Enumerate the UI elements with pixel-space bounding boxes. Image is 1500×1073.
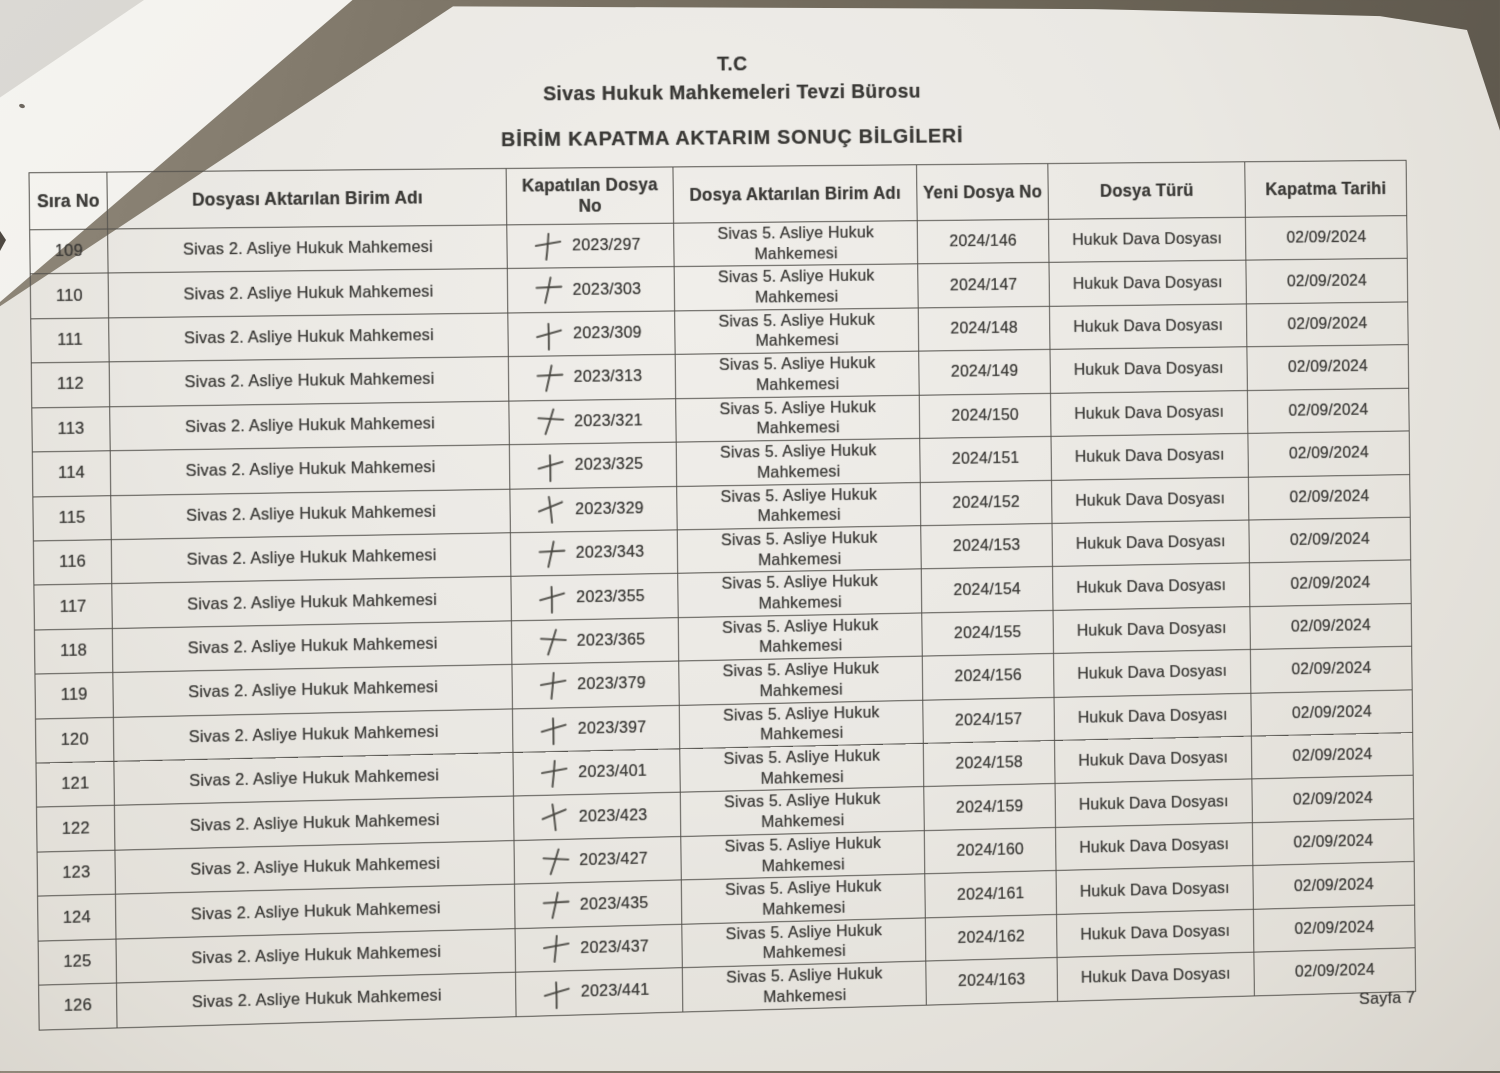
sira-no-cell: 126 xyxy=(39,983,117,1030)
source-unit-cell: Sivas 2. Asliye Hukuk Mahkemesi xyxy=(115,884,515,938)
close-date-cell: 02/09/2024 xyxy=(1251,689,1413,736)
new-file-no-cell: 2024/146 xyxy=(917,219,1049,264)
closed-file-no-cell xyxy=(510,530,677,577)
header-file-type: Dosya Türü xyxy=(1048,162,1246,220)
close-date-cell: 02/09/2024 xyxy=(1253,905,1415,952)
file-type-cell: Hukuk Dava Dosyası xyxy=(1056,823,1253,871)
closed-file-no-text: 2023/313 xyxy=(573,367,643,387)
source-unit-cell: Sivas 2. Asliye Hukuk Mahkemesi xyxy=(114,753,514,806)
target-unit-text: Sivas 5. Asliye Hukuk Mahkemesi xyxy=(718,310,876,351)
closed-file-no-cell xyxy=(509,398,676,444)
source-unit-cell: Sivas 2. Asliye Hukuk Mahkemesi xyxy=(111,533,511,584)
target-unit-cell xyxy=(679,700,923,749)
new-file-no-cell: 2024/149 xyxy=(919,350,1051,395)
target-unit-text: Sivas 5. Asliye Hukuk Mahkemesi xyxy=(725,921,883,963)
target-unit-text: Sivas 5. Asliye Hukuk Mahkemesi xyxy=(722,703,880,744)
file-type-cell: Hukuk Dava Dosyası xyxy=(1053,563,1250,610)
close-date-cell: 02/09/2024 xyxy=(1245,216,1407,261)
source-unit-cell: Sivas 2. Asliye Hukuk Mahkemesi xyxy=(112,577,512,629)
closed-file-no-cell xyxy=(507,267,674,313)
closed-file-no-text: 2023/329 xyxy=(575,499,644,519)
target-unit-text: Sivas 5. Asliye Hukuk Mahkemesi xyxy=(717,267,875,307)
sira-no-cell: 116 xyxy=(33,540,111,586)
close-date-cell: 02/09/2024 xyxy=(1250,603,1412,649)
new-file-no-cell: 2024/160 xyxy=(924,827,1056,874)
closed-file-no-text: 2023/423 xyxy=(578,805,648,826)
transfer-results-table xyxy=(28,160,1416,1030)
closed-file-no-text: 2023/365 xyxy=(576,630,646,650)
header-closed-file-no: Kapatılan Dosya No xyxy=(506,167,673,225)
header-target-unit: Dosya Aktarılan Birim Adı xyxy=(673,165,917,223)
close-date-cell: 02/09/2024 xyxy=(1251,733,1413,780)
file-type-cell: Hukuk Dava Dosyası xyxy=(1054,650,1251,697)
close-date-cell: 02/09/2024 xyxy=(1252,776,1414,823)
sira-no-cell: 111 xyxy=(31,318,109,363)
closed-file-no-text: 2023/297 xyxy=(571,236,641,255)
target-unit-cell xyxy=(681,874,925,924)
source-unit-cell: Sivas 2. Asliye Hukuk Mahkemesi xyxy=(109,357,509,407)
file-type-cell: Hukuk Dava Dosyası xyxy=(1052,477,1249,524)
target-unit-text: Sivas 5. Asliye Hukuk Mahkemesi xyxy=(721,616,879,657)
sira-no-cell: 109 xyxy=(30,229,108,274)
sira-no-cell: 123 xyxy=(37,850,115,896)
handwritten-check-icon xyxy=(532,274,564,307)
close-date-cell: 02/09/2024 xyxy=(1246,302,1408,347)
target-unit-cell xyxy=(681,831,925,881)
sira-no-cell: 119 xyxy=(35,673,113,719)
target-unit-text: Sivas 5. Asliye Hukuk Mahkemesi xyxy=(719,441,877,482)
file-type-cell: Hukuk Dava Dosyası xyxy=(1056,866,1253,914)
target-unit-cell xyxy=(675,308,919,355)
closed-file-no-cell xyxy=(512,661,679,708)
target-unit-cell xyxy=(680,787,924,836)
target-unit-text: Sivas 5. Asliye Hukuk Mahkemesi xyxy=(723,746,881,788)
close-date-cell: 02/09/2024 xyxy=(1246,259,1408,304)
handwritten-check-icon xyxy=(538,671,568,701)
document-header xyxy=(0,49,1445,157)
sira-no-cell: 114 xyxy=(32,451,110,497)
table-body xyxy=(30,216,1416,1030)
closed-file-no-text: 2023/303 xyxy=(572,279,642,299)
closed-file-no-text: 2023/437 xyxy=(580,937,650,958)
target-unit-cell xyxy=(674,221,918,267)
sira-no-cell: 125 xyxy=(38,939,116,985)
file-type-cell: Hukuk Dava Dosyası xyxy=(1048,217,1245,262)
file-type-cell: Hukuk Dava Dosyası xyxy=(1052,520,1249,567)
closed-file-no-text: 2023/325 xyxy=(574,455,644,475)
handwritten-check-icon xyxy=(533,362,565,395)
target-unit-cell xyxy=(676,438,920,486)
sira-no-cell: 120 xyxy=(35,717,113,763)
source-unit-cell: Sivas 2. Asliye Hukuk Mahkemesi xyxy=(108,225,508,273)
closed-file-no-text: 2023/397 xyxy=(577,718,647,738)
target-unit-text: Sivas 5. Asliye Hukuk Mahkemesi xyxy=(726,964,883,1007)
file-type-cell: Hukuk Dava Dosyası xyxy=(1053,606,1250,653)
target-unit-cell xyxy=(675,351,919,398)
page-number: Sayfa 7 xyxy=(1358,988,1416,1009)
closed-file-no-cell xyxy=(514,836,681,884)
close-date-cell: 02/09/2024 xyxy=(1254,948,1416,996)
file-type-cell: Hukuk Dava Dosyası xyxy=(1054,693,1251,741)
target-unit-cell xyxy=(674,264,918,311)
handwritten-check-icon xyxy=(533,320,566,353)
closed-file-no-text: 2023/435 xyxy=(579,893,649,914)
handwritten-check-icon xyxy=(539,758,569,788)
header-close-date: Kapatma Tarihi xyxy=(1245,160,1407,217)
sira-no-cell: 113 xyxy=(32,406,110,452)
file-type-cell: Hukuk Dava Dosyası xyxy=(1055,736,1252,784)
target-unit-cell xyxy=(678,613,922,661)
new-file-no-cell: 2024/155 xyxy=(922,610,1054,656)
closed-file-no-text: 2023/321 xyxy=(574,411,643,431)
source-unit-cell: Sivas 2. Asliye Hukuk Mahkemesi xyxy=(117,972,517,1027)
sira-no-cell: 118 xyxy=(34,628,112,674)
target-unit-text: Sivas 5. Asliye Hukuk Mahkemesi xyxy=(719,398,877,438)
target-unit-cell xyxy=(677,482,921,530)
close-date-cell: 02/09/2024 xyxy=(1249,560,1411,606)
handwritten-check-icon xyxy=(537,800,572,836)
new-file-no-cell: 2024/154 xyxy=(921,567,1053,613)
new-file-no-cell: 2024/153 xyxy=(921,523,1053,569)
source-unit-cell: Sivas 2. Asliye Hukuk Mahkemesi xyxy=(110,401,510,451)
new-file-no-cell: 2024/158 xyxy=(923,741,1055,787)
source-unit-cell: Sivas 2. Asliye Hukuk Mahkemesi xyxy=(112,621,512,673)
handwritten-check-icon xyxy=(533,231,563,261)
close-date-cell: 02/09/2024 xyxy=(1248,431,1410,477)
new-file-no-cell: 2024/162 xyxy=(925,914,1057,961)
close-date-cell: 02/09/2024 xyxy=(1253,862,1415,909)
sira-no-cell: 124 xyxy=(38,894,116,940)
close-date-cell: 02/09/2024 xyxy=(1247,345,1409,390)
source-unit-cell: Sivas 2. Asliye Hukuk Mahkemesi xyxy=(114,797,514,851)
closed-file-no-cell xyxy=(507,223,674,269)
new-file-no-cell: 2024/151 xyxy=(920,436,1052,482)
file-type-cell: Hukuk Dava Dosyası xyxy=(1049,304,1246,350)
handwritten-check-icon xyxy=(537,844,572,879)
handwritten-check-icon xyxy=(537,715,570,748)
handwritten-check-icon xyxy=(541,934,571,964)
source-unit-cell: Sivas 2. Asliye Hukuk Mahkemesi xyxy=(113,709,513,762)
new-file-no-cell: 2024/159 xyxy=(924,784,1056,831)
handwritten-check-icon xyxy=(534,452,567,485)
source-unit-cell: Sivas 2. Asliye Hukuk Mahkemesi xyxy=(113,665,513,717)
source-unit-cell: Sivas 2. Asliye Hukuk Mahkemesi xyxy=(116,928,516,983)
source-unit-cell: Sivas 2. Asliye Hukuk Mahkemesi xyxy=(115,840,515,894)
file-type-cell: Hukuk Dava Dosyası xyxy=(1057,952,1254,1001)
closed-file-no-text: 2023/379 xyxy=(577,674,646,694)
source-unit-cell: Sivas 2. Asliye Hukuk Mahkemesi xyxy=(109,313,509,362)
closed-file-no-text: 2023/355 xyxy=(576,586,645,606)
new-file-no-cell: 2024/148 xyxy=(918,306,1050,351)
file-type-cell: Hukuk Dava Dosyası xyxy=(1055,779,1252,827)
closed-file-no-text: 2023/427 xyxy=(579,849,648,870)
closed-file-no-text: 2023/309 xyxy=(572,323,642,343)
file-type-cell: Hukuk Dava Dosyası xyxy=(1049,261,1246,307)
target-unit-cell xyxy=(678,569,922,617)
handwritten-check-icon xyxy=(535,624,570,659)
closed-file-no-text: 2023/401 xyxy=(578,762,647,782)
office-title: Sivas Hukuk Mahkemeleri Tevzi Bürosu xyxy=(542,80,921,106)
closed-file-no-cell xyxy=(515,924,682,972)
file-type-cell: Hukuk Dava Dosyası xyxy=(1051,433,1248,479)
close-date-cell: 02/09/2024 xyxy=(1252,819,1414,866)
file-type-cell: Hukuk Dava Dosyası xyxy=(1050,390,1247,436)
target-unit-text: Sivas 5. Asliye Hukuk Mahkemesi xyxy=(717,223,875,263)
handwritten-check-icon xyxy=(540,979,573,1012)
handwritten-check-icon xyxy=(539,889,571,921)
target-unit-text: Sivas 5. Asliye Hukuk Mahkemesi xyxy=(720,528,878,569)
header-sira-no: Sıra No xyxy=(29,172,108,230)
sira-no-cell: 112 xyxy=(31,362,109,407)
target-unit-cell xyxy=(679,656,923,705)
sira-no-cell: 117 xyxy=(34,584,112,630)
closed-file-no-cell xyxy=(510,486,677,533)
target-unit-cell xyxy=(677,526,921,574)
file-type-cell: Hukuk Dava Dosyası xyxy=(1050,347,1247,393)
handwritten-check-icon xyxy=(535,538,567,571)
close-date-cell: 02/09/2024 xyxy=(1248,474,1410,520)
closed-file-no-cell xyxy=(509,442,676,489)
target-unit-text: Sivas 5. Asliye Hukuk Mahkemesi xyxy=(725,877,882,919)
new-file-no-cell: 2024/161 xyxy=(925,871,1057,918)
file-type-cell: Hukuk Dava Dosyası xyxy=(1057,909,1254,958)
new-file-no-cell: 2024/150 xyxy=(919,393,1051,438)
closed-file-no-cell xyxy=(508,355,675,401)
source-unit-cell: Sivas 2. Asliye Hukuk Mahkemesi xyxy=(111,489,511,540)
closed-file-no-cell xyxy=(513,793,680,841)
close-date-cell: 02/09/2024 xyxy=(1247,388,1409,434)
new-file-no-cell: 2024/147 xyxy=(918,263,1050,308)
source-unit-cell: Sivas 2. Asliye Hukuk Mahkemesi xyxy=(110,445,510,495)
target-unit-cell xyxy=(680,743,924,792)
closed-file-no-cell xyxy=(513,749,680,797)
handwritten-check-icon xyxy=(533,492,568,528)
target-unit-text: Sivas 5. Asliye Hukuk Mahkemesi xyxy=(720,485,878,526)
handwritten-check-icon xyxy=(532,405,567,440)
target-unit-text: Sivas 5. Asliye Hukuk Mahkemesi xyxy=(724,834,882,875)
country-title: T.C xyxy=(717,53,748,76)
closed-file-no-cell xyxy=(511,574,678,621)
closed-file-no-cell xyxy=(515,880,682,928)
sira-no-cell: 115 xyxy=(33,495,111,541)
target-unit-text: Sivas 5. Asliye Hukuk Mahkemesi xyxy=(718,354,876,395)
sira-no-cell: 122 xyxy=(37,806,115,852)
report-title: BİRİM KAPATMA AKTARIM SONUÇ BİLGİLERİ xyxy=(500,124,964,152)
new-file-no-cell: 2024/157 xyxy=(923,697,1055,743)
close-date-cell: 02/09/2024 xyxy=(1250,646,1412,692)
target-unit-cell xyxy=(682,918,926,968)
closed-file-no-cell xyxy=(512,705,679,753)
new-file-no-cell: 2024/156 xyxy=(922,654,1054,700)
close-date-cell: 02/09/2024 xyxy=(1249,517,1411,563)
sira-no-cell: 110 xyxy=(30,273,108,318)
new-file-no-cell: 2024/163 xyxy=(926,958,1058,1005)
target-unit-text: Sivas 5. Asliye Hukuk Mahkemesi xyxy=(724,790,881,832)
closed-file-no-cell xyxy=(511,617,678,664)
target-unit-text: Sivas 5. Asliye Hukuk Mahkemesi xyxy=(722,659,880,701)
handwritten-check-icon xyxy=(536,583,569,616)
source-unit-cell: Sivas 2. Asliye Hukuk Mahkemesi xyxy=(108,269,508,318)
sira-no-cell: 121 xyxy=(36,761,114,807)
closed-file-no-text: 2023/343 xyxy=(575,542,645,562)
closed-file-no-cell xyxy=(508,311,675,357)
target-unit-cell xyxy=(676,395,920,442)
new-file-no-cell: 2024/152 xyxy=(920,480,1052,526)
header-new-file-no: Yeni Dosya No xyxy=(917,164,1049,221)
target-unit-text: Sivas 5. Asliye Hukuk Mahkemesi xyxy=(721,572,879,613)
header-source-unit: Dosyası Aktarılan Birim Adı xyxy=(107,168,507,229)
closed-file-no-text: 2023/441 xyxy=(580,981,650,1001)
